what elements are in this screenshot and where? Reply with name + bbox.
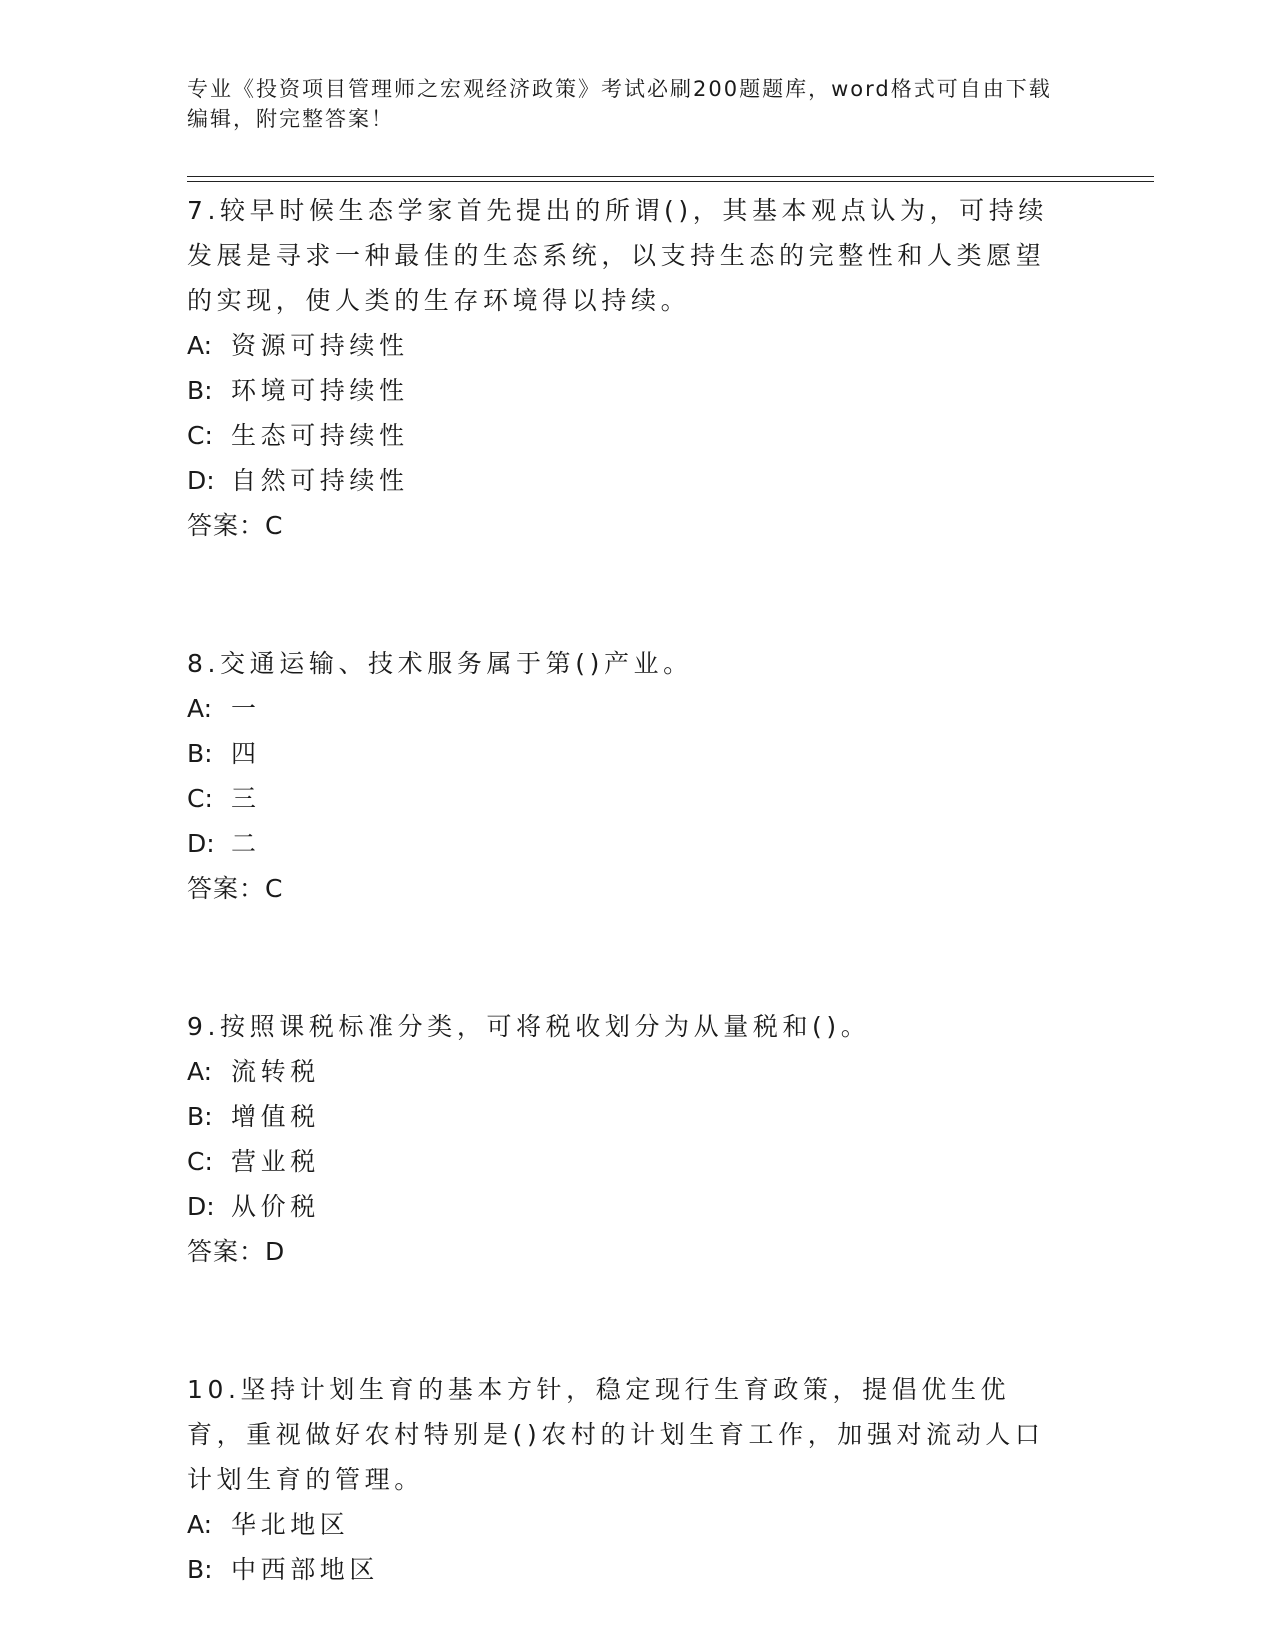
option-d xyxy=(187,1184,1087,1229)
question-stem: 7.较早时候生态学家首先提出的所谓()，其基本观点认为，可持续发展是寻求一种最佳的生态系统，以支持生态的完整性和人类愿望的实现，使人类的生存环境得以持续。 xyxy=(187,196,1048,315)
answer-line: 答案：C xyxy=(187,874,284,903)
option-key: C: xyxy=(187,784,213,813)
option-key: A: xyxy=(187,1057,213,1086)
option-text: 资源可持续性 xyxy=(231,331,409,360)
option-text: 一 xyxy=(231,694,261,723)
question-list xyxy=(187,188,1087,1592)
question-10 xyxy=(187,1367,1087,1592)
option-a xyxy=(187,1502,1087,1547)
option-text: 环境可持续性 xyxy=(231,376,409,405)
option-key: A: xyxy=(187,331,213,360)
option-text: 生态可持续性 xyxy=(231,421,409,450)
option-text: 三 xyxy=(231,784,261,813)
option-d xyxy=(187,458,1087,503)
option-text: 四 xyxy=(231,739,261,768)
document-header: 专业《投资项目管理师之宏观经济政策》考试必刷200题题库，word格式可自由下载编辑，附完整答案！ xyxy=(187,77,1052,131)
question-9 xyxy=(187,1004,1087,1274)
option-text: 营业税 xyxy=(231,1147,320,1176)
option-key: D: xyxy=(187,466,215,495)
header-divider-top xyxy=(187,176,1154,177)
question-7 xyxy=(187,188,1087,548)
option-b xyxy=(187,368,1087,413)
option-a xyxy=(187,686,1087,731)
option-a xyxy=(187,1049,1087,1094)
question-stem: 9.按照课税标准分类，可将税收划分为从量税和()。 xyxy=(187,1012,871,1041)
option-text: 增值税 xyxy=(231,1102,320,1131)
option-text: 从价税 xyxy=(231,1192,320,1221)
option-b xyxy=(187,1094,1087,1139)
option-key: B: xyxy=(187,376,213,405)
option-text: 中西部地区 xyxy=(231,1555,380,1584)
option-text: 二 xyxy=(231,829,261,858)
option-key: D: xyxy=(187,1192,215,1221)
option-key: B: xyxy=(187,1555,213,1584)
option-key: B: xyxy=(187,739,213,768)
option-key: A: xyxy=(187,694,213,723)
question-stem: 8.交通运输、技术服务属于第()产业。 xyxy=(187,649,693,678)
option-b xyxy=(187,731,1087,776)
option-c xyxy=(187,413,1087,458)
option-text: 自然可持续性 xyxy=(231,466,409,495)
answer-line: 答案：C xyxy=(187,511,284,540)
question-8 xyxy=(187,641,1087,911)
option-text: 华北地区 xyxy=(231,1510,350,1539)
question-spacer xyxy=(187,548,1087,641)
option-key: C: xyxy=(187,421,213,450)
option-key: D: xyxy=(187,829,215,858)
option-text: 流转税 xyxy=(231,1057,320,1086)
option-a xyxy=(187,323,1087,368)
answer-line: 答案：D xyxy=(187,1237,286,1266)
option-key: B: xyxy=(187,1102,213,1131)
question-spacer xyxy=(187,1274,1087,1367)
header-divider-bottom xyxy=(187,181,1154,182)
option-c xyxy=(187,1139,1087,1184)
option-key: A: xyxy=(187,1510,213,1539)
option-c xyxy=(187,776,1087,821)
question-spacer xyxy=(187,911,1087,1004)
option-d xyxy=(187,821,1087,866)
option-b xyxy=(187,1547,1087,1592)
question-stem: 10.坚持计划生育的基本方针，稳定现行生育政策，提倡优生优育，重视做好农村特别是()农村的计划生育工作，加强对流动人口计划生育的管理。 xyxy=(187,1375,1045,1494)
option-key: C: xyxy=(187,1147,213,1176)
